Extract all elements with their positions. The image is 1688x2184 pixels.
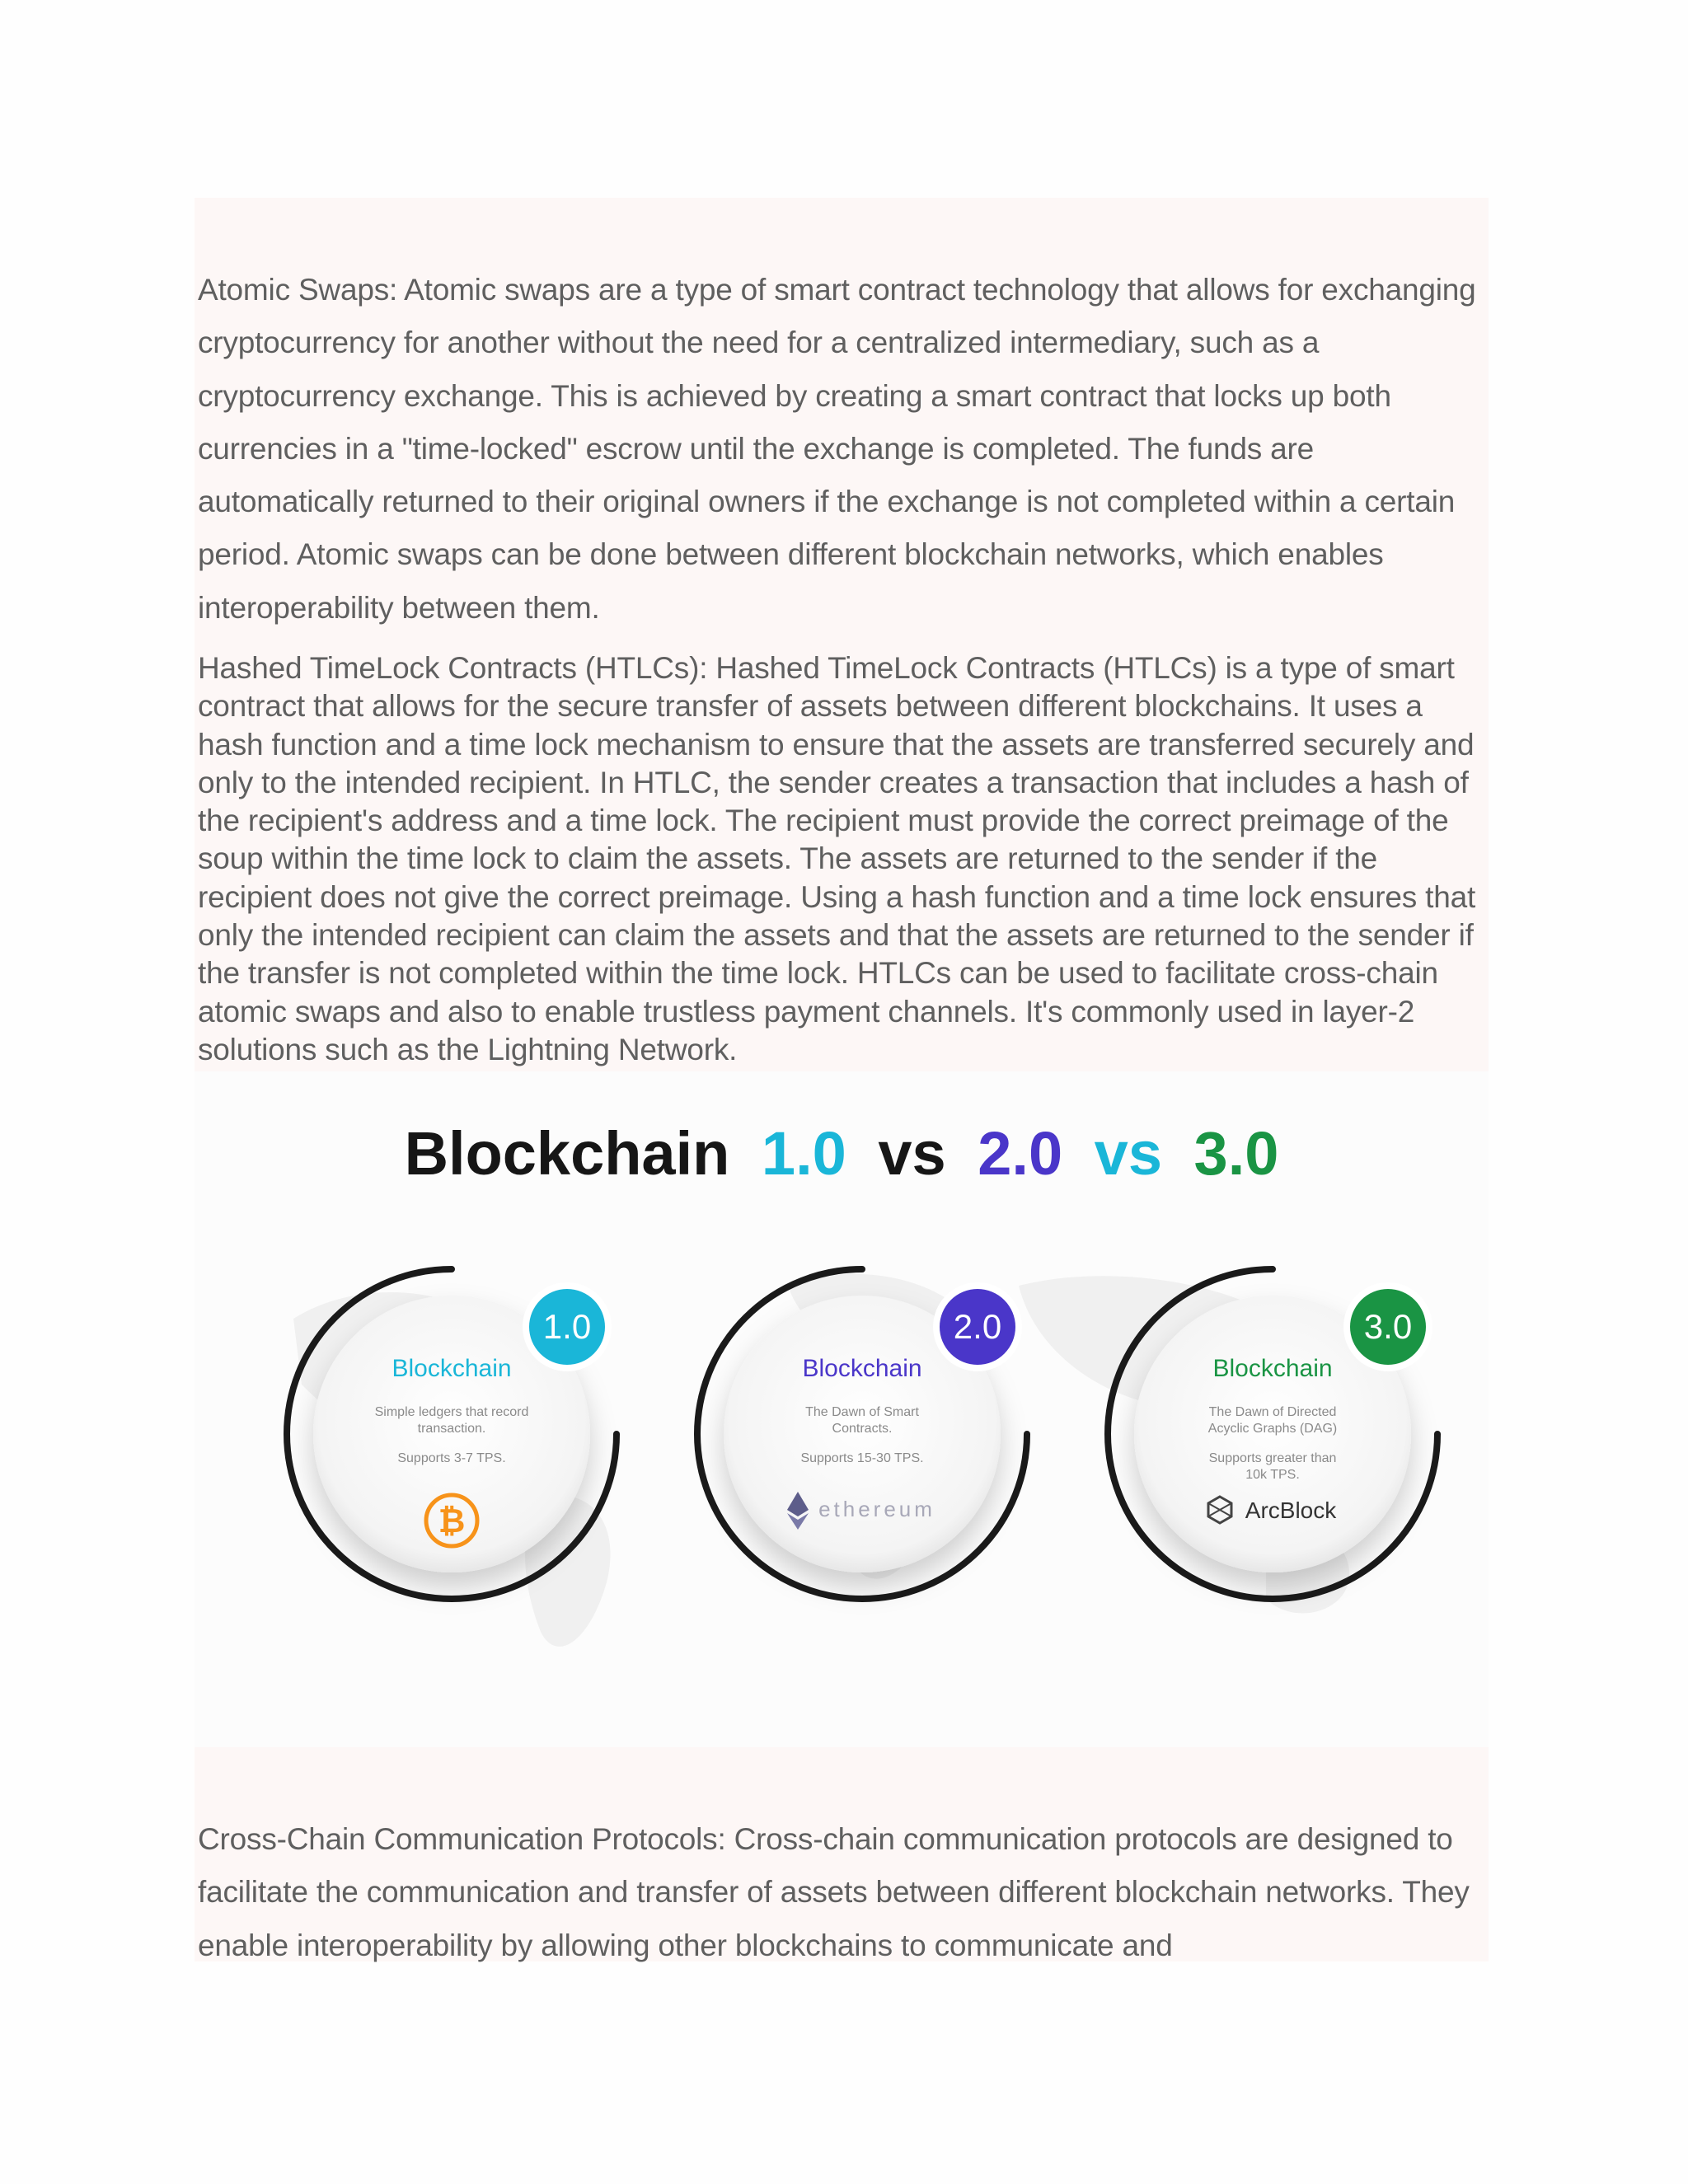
card-heading: Blockchain (1212, 1355, 1333, 1382)
paragraph-atomic-swaps: Atomic Swaps: Atomic swaps are a type of smart contract technology that allows for exchanging cryptocurrency for another without the need for a centralized intermediary, such as a cryptocurrency exchange. This is achieved by creating a smart contract that locks up both currencies in a "time-locked" escrow until the exchange is completed. The funds are automatically returned to their original owners if the exchange is not completed within a certain period. Atomic swaps can be done between different blockchain networks, which enables interoperability between them. (198, 273, 1476, 625)
card-heading: Blockchain (802, 1355, 922, 1382)
badge-label: 1.0 (542, 1307, 592, 1346)
svg-text:₿: ₿ (438, 1503, 466, 1540)
title-prefix: Blockchain (404, 1119, 730, 1188)
card-tps: Supports 15-30 TPS. (800, 1451, 924, 1465)
paragraph-cross-chain: Cross-Chain Communication Protocols: Cross-chain communication protocols are designed to facilitate the communication and transfer of assets between different blockchain networks. They enable interoperability by allowing other blockchains to communicate and (198, 1822, 1470, 1962)
card-tps-line2: 10k TPS. (1245, 1468, 1300, 1482)
card-blockchain-2 (697, 1269, 1027, 1599)
figure-title (405, 1119, 1279, 1188)
card-blockchain-1 (287, 1269, 617, 1599)
card-blockchain-3 (1108, 1269, 1437, 1599)
title-vs2: vs (1094, 1119, 1162, 1188)
title-v2: 2.0 (978, 1119, 1063, 1188)
card-desc-line1: The Dawn of Directed (1208, 1405, 1337, 1419)
card-tps: Supports 3-7 TPS. (397, 1451, 506, 1465)
ethereum-wordmark: ethereum (818, 1497, 935, 1521)
card-desc-line2: Acyclic Graphs (DAG) (1207, 1422, 1338, 1436)
title-v3: 3.0 (1193, 1119, 1279, 1188)
card-desc-line2: transaction. (417, 1422, 486, 1436)
title-vs1: vs (878, 1119, 946, 1188)
card-desc-line2: Contracts. (832, 1422, 893, 1436)
arcblock-wordmark: ArcBlock (1245, 1497, 1337, 1523)
card-desc-line1: Simple ledgers that record (374, 1405, 529, 1419)
figure-svg (195, 1071, 1489, 1747)
card-tps: Supports greater than (1208, 1451, 1337, 1465)
card-heading: Blockchain (392, 1355, 512, 1382)
badge-label: 3.0 (1363, 1307, 1413, 1346)
article-content (195, 198, 1489, 1961)
paragraph-htlc: Hashed TimeLock Contracts (HTLCs): Hashed TimeLock Contracts (HTLCs) is a type of smart contract that allows for the secure transfer of assets between different blockchains. It uses a hash function and a time lock mechanism to ensure that the assets are transferred securely and only to the intended recipient. In HTLC, the sender creates a transaction that includes a hash of the recipient's address and a time lock. The recipient must provide the correct preimage of the soup within the time lock to claim the assets. The assets are returned to the sender if the recipient does not give the correct preimage. Using a hash function and a time lock ensures that only the intended recipient can claim the assets and that the assets are returned to the sender if the transfer is not completed within the time lock. HTLCs can be used to facilitate cross-chain atomic swaps and also to enable trustless payment channels. It's commonly used in layer-2 solutions such as the Lightning Network. (198, 651, 1476, 1066)
blockchain-versions-figure (195, 1071, 1489, 1747)
title-v1: 1.0 (761, 1119, 846, 1188)
card-desc-line1: The Dawn of Smart (805, 1405, 919, 1419)
badge-label: 2.0 (953, 1307, 1002, 1346)
